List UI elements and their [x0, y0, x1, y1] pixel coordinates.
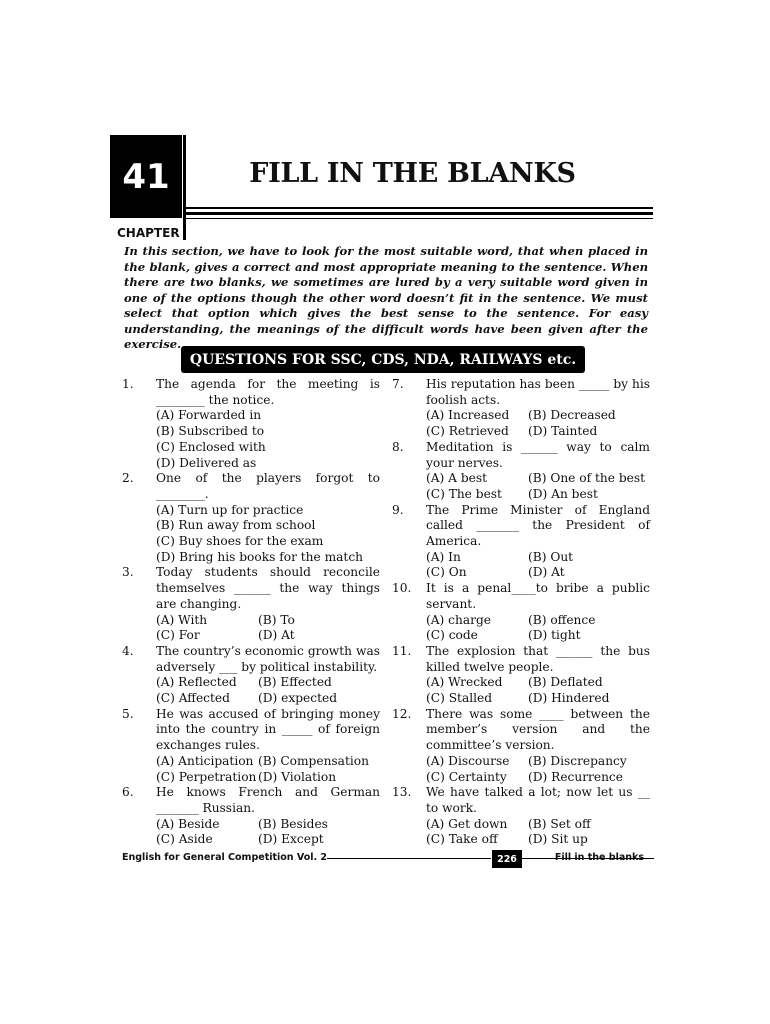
question-stem: One of the players forgot to ________.	[156, 471, 380, 501]
question-stem: He was accused of bringing money into the country in _____ of foreign exchanges rules.	[156, 706, 380, 753]
question-number: 4.	[122, 643, 134, 658]
answer-option: (B) Decreased	[528, 408, 616, 423]
answer-option: (D) At	[528, 565, 565, 580]
answer-option: (D) expected	[258, 691, 337, 706]
question-stem: The Prime Minister of England called _______ the President of America.	[426, 502, 650, 549]
answer-option: (A) Wrecked	[426, 675, 503, 690]
page-footer	[122, 850, 652, 868]
question-item	[122, 707, 380, 786]
answer-option: (C) Aside	[156, 832, 213, 847]
answer-option: (D) Delivered as	[156, 455, 257, 470]
footer-section-title: Fill in the blanks	[554, 852, 644, 863]
answer-option: (B) To	[258, 612, 295, 627]
question-item	[392, 440, 650, 503]
question-item	[122, 644, 380, 707]
answer-option: (B) Subscribed to	[156, 424, 265, 439]
question-stem: His reputation has been _____ by his foolish acts.	[426, 377, 650, 407]
answer-options	[426, 408, 650, 439]
question-stem: He knows French and German _______ Russian.	[156, 785, 380, 815]
question-item	[392, 785, 650, 848]
question-stem: The agenda for the meeting is ________ the notice.	[156, 377, 380, 407]
question-item	[392, 377, 650, 440]
answer-option: (C) Certainty	[426, 769, 507, 784]
question-number: 10.	[392, 581, 412, 596]
footer-rule-left	[327, 858, 491, 859]
question-number: 12.	[392, 706, 412, 721]
answer-option: (A) Discourse	[426, 753, 510, 768]
answer-options	[426, 754, 650, 785]
question-item	[392, 644, 650, 707]
question-item	[392, 581, 650, 644]
question-item	[122, 785, 380, 848]
answer-option: (C) Perpetration	[156, 769, 257, 784]
answer-option: (D) tight	[528, 628, 581, 643]
answer-option: (C) The best	[426, 486, 502, 501]
question-item	[392, 707, 650, 786]
answer-option: (A) Forwarded in	[156, 408, 262, 423]
answer-option: (A) Increased	[426, 408, 510, 423]
title-rules	[183, 207, 653, 222]
chapter-divider	[183, 135, 186, 240]
question-number: 1.	[122, 377, 134, 391]
question-number: 13.	[392, 785, 412, 800]
page-number: 226	[492, 850, 522, 868]
chapter-number: 41	[110, 135, 182, 218]
answer-option: (B) offence	[528, 612, 596, 627]
question-item	[122, 377, 380, 471]
intro-paragraph: In this section, we have to look for the most suitable word, that when placed in the blank, gives a correct and most appropriate meaning to the sentence. When there are two blanks, we sometimes are lured by a very suitable word given in one of the options though the other word doesn’t fit in the sentence. We must select that option which gives the best sense to the sentence. For easy understanding, the meanings of the difficult words have been given after the exercise.	[124, 244, 648, 351]
answer-option: (D) Recurrence	[528, 769, 623, 784]
question-number: 2.	[122, 471, 134, 486]
answer-option: (A) Get down	[426, 816, 508, 831]
answer-option: (B) Besides	[258, 816, 328, 831]
answer-option: (A) A best	[426, 471, 488, 486]
question-item	[122, 471, 380, 565]
answer-option: (D) Hindered	[528, 691, 610, 706]
answer-option: (A) Anticipation	[156, 753, 254, 768]
answer-option: (C) Enclosed with	[156, 439, 266, 454]
answer-options	[426, 613, 650, 644]
question-stem: The explosion that ______ the bus killed twelve people.	[426, 643, 650, 674]
answer-option: (C) Stalled	[426, 691, 493, 706]
answer-option: (D) Bring his books for the match	[156, 549, 364, 564]
question-item	[122, 565, 380, 644]
answer-option: (C) code	[426, 628, 478, 643]
answer-option: (A) With	[156, 612, 208, 627]
answer-options	[156, 503, 380, 566]
answer-options	[156, 675, 380, 706]
answer-option: (B) Set off	[528, 816, 591, 831]
answer-option: (D) At	[258, 628, 295, 643]
question-number: 7.	[392, 377, 404, 391]
answer-option: (B) Out	[528, 549, 574, 564]
answer-option: (A) Turn up for practice	[156, 502, 304, 517]
answer-options	[156, 754, 380, 785]
answer-option: (A) charge	[426, 612, 491, 627]
question-item	[392, 503, 650, 582]
answer-option: (B) Discrepancy	[528, 753, 627, 768]
question-number: 11.	[392, 643, 412, 658]
answer-options	[426, 675, 650, 706]
section-banner: QUESTIONS FOR SSC, CDS, NDA, RAILWAYS etc.	[181, 346, 585, 373]
question-stem: Today students should reconcile themselves ______ the way things are changing.	[156, 565, 380, 611]
questions-left-column	[122, 377, 380, 848]
chapter-label: CHAPTER	[117, 226, 180, 240]
question-number: 6.	[122, 785, 134, 800]
answer-options	[426, 550, 650, 581]
question-stem: The country’s economic growth was adversely ___ by political instability.	[156, 643, 380, 674]
answer-option: (D) Except	[258, 832, 324, 847]
answer-option: (A) Beside	[156, 816, 220, 831]
answer-option: (C) Affected	[156, 691, 230, 706]
answer-option: (B) Compensation	[258, 753, 369, 768]
question-number: 8.	[392, 439, 404, 454]
answer-option: (A) Reflected	[156, 675, 237, 690]
answer-options	[156, 408, 380, 471]
answer-option: (B) Run away from school	[156, 518, 316, 533]
answer-option: (D) Violation	[258, 769, 337, 784]
answer-option: (C) For	[156, 628, 200, 643]
question-stem: It is a penal____to bribe a public servant.	[426, 581, 650, 611]
answer-option: (D) Tainted	[528, 424, 598, 439]
question-number: 9.	[392, 502, 404, 517]
footer-book-title: English for General Competition Vol. 2	[122, 852, 328, 863]
question-stem: We have talked a lot; now let us __ to work.	[426, 785, 650, 815]
questions-right-column	[392, 377, 650, 848]
answer-options	[156, 613, 380, 644]
answer-option: (D) Sit up	[528, 832, 588, 847]
answer-option: (C) Buy shoes for the exam	[156, 534, 324, 549]
question-stem: Meditation is ______ way to calm your nerves.	[426, 439, 650, 470]
answer-option: (B) Deflated	[528, 675, 603, 690]
answer-option: (A) In	[426, 549, 461, 564]
question-number: 3.	[122, 565, 134, 580]
answer-options	[426, 817, 650, 848]
answer-option: (D) An best	[528, 486, 598, 501]
answer-option: (B) Effected	[258, 675, 332, 690]
answer-option: (C) Retrieved	[426, 424, 509, 439]
answer-options	[156, 817, 380, 848]
question-number: 5.	[122, 706, 134, 721]
answer-option: (C) On	[426, 565, 467, 580]
answer-option: (C) Take off	[426, 832, 498, 847]
answer-option: (B) One of the best	[528, 471, 645, 486]
chapter-title: FILL IN THE BLANKS	[249, 158, 576, 189]
answer-options	[426, 471, 650, 502]
question-stem: There was some ____ between the member’s version and the committee’s version.	[426, 706, 650, 753]
